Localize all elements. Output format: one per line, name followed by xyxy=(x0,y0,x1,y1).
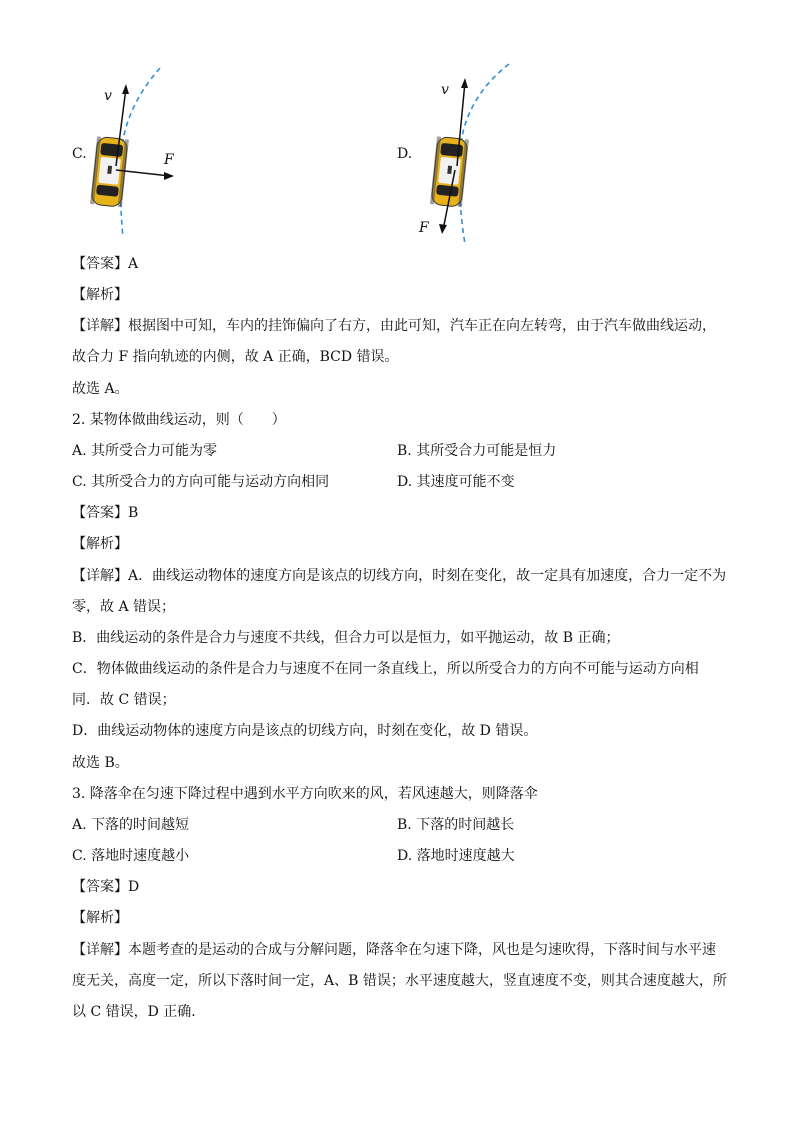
option-d-label: D. xyxy=(397,146,413,162)
q2-detail-line-4: C．物体做曲线运动的条件是合力与速度不在同一条直线上，所以所受合力的方向不可能与运动方向相 xyxy=(72,661,699,677)
q3-answer: 【答案】D xyxy=(72,879,140,895)
q2-detail-line-5: 同．故 C 错误； xyxy=(72,692,176,708)
car-diagram-d xyxy=(393,62,533,247)
velocity-label-d: v xyxy=(441,82,449,98)
option-c-label: C. xyxy=(72,146,87,162)
q3-analysis-heading: 【解析】 xyxy=(72,910,128,926)
q2-detail-line-6: D．曲线运动物体的速度方向是该点的切线方向，时刻在变化，故 D 错误。 xyxy=(72,723,538,739)
q3-detail-line-3: 以 C 错误，D 正确． xyxy=(72,1004,206,1020)
q2-option-a: A. 其所受合力可能为零 xyxy=(72,443,218,459)
q3-option-a: A. 下落的时间越短 xyxy=(72,817,190,833)
q2-option-b: B. 其所受合力可能是恒力 xyxy=(397,443,557,459)
q3-option-b: B. 下落的时间越长 xyxy=(397,817,515,833)
force-label-c: F xyxy=(164,152,174,168)
figure-d xyxy=(393,62,533,247)
q2-stem: 2. 某物体做曲线运动，则（ ） xyxy=(72,412,286,428)
q1-detail-line-2: 故合力 F 指向轨迹的内侧，故 A 正确，BCD 错误。 xyxy=(72,349,399,365)
figure-c xyxy=(68,62,188,242)
q1-detail-line-1: 【详解】根据图中可知，车内的挂饰偏向了右方，由此可知，汽车正在向左转弯，由于汽车做曲线运动， xyxy=(72,318,716,334)
velocity-label-c: v xyxy=(104,88,112,104)
q3-option-d: D. 落地时速度越大 xyxy=(397,848,515,864)
q1-choose: 故选 A。 xyxy=(72,381,129,397)
q2-detail-line-3: B．曲线运动的条件是合力与速度不共线，但合力可以是恒力，如平抛运动，故 B 正确； xyxy=(72,630,620,646)
force-label-d: F xyxy=(419,220,429,236)
q2-choose: 故选 B。 xyxy=(72,755,129,771)
q1-analysis-heading: 【解析】 xyxy=(72,287,128,303)
q3-option-c: C. 落地时速度越小 xyxy=(72,848,190,864)
car-icon-c xyxy=(90,136,129,207)
q3-stem: 3. 降落伞在匀速下降过程中遇到水平方向吹来的风，若风速越大，则降落伞 xyxy=(72,786,538,802)
q3-detail-line-2: 度无关，高度一定，所以下落时间一定，A、B 错误；水平速度越大，竖直速度不变，则其合速度越大，所 xyxy=(72,973,727,989)
q2-option-d: D. 其速度可能不变 xyxy=(397,474,515,490)
q2-analysis-heading: 【解析】 xyxy=(72,536,128,552)
q2-detail-line-1: 【详解】A．曲线运动物体的速度方向是该点的切线方向，时刻在变化，故一定具有加速度，合力一定不为 xyxy=(72,568,727,584)
q2-option-c: C. 其所受合力的方向可能与运动方向相同 xyxy=(72,474,330,490)
q1-answer: 【答案】A xyxy=(72,256,139,272)
q2-answer: 【答案】B xyxy=(72,505,139,521)
q3-detail-line-1: 【详解】本题考查的是运动的合成与分解问题，降落伞在匀速下降，风也是匀速吹得，下落时间与水平速 xyxy=(72,942,716,958)
q2-detail-line-2: 零，故 A 错误； xyxy=(72,599,176,615)
